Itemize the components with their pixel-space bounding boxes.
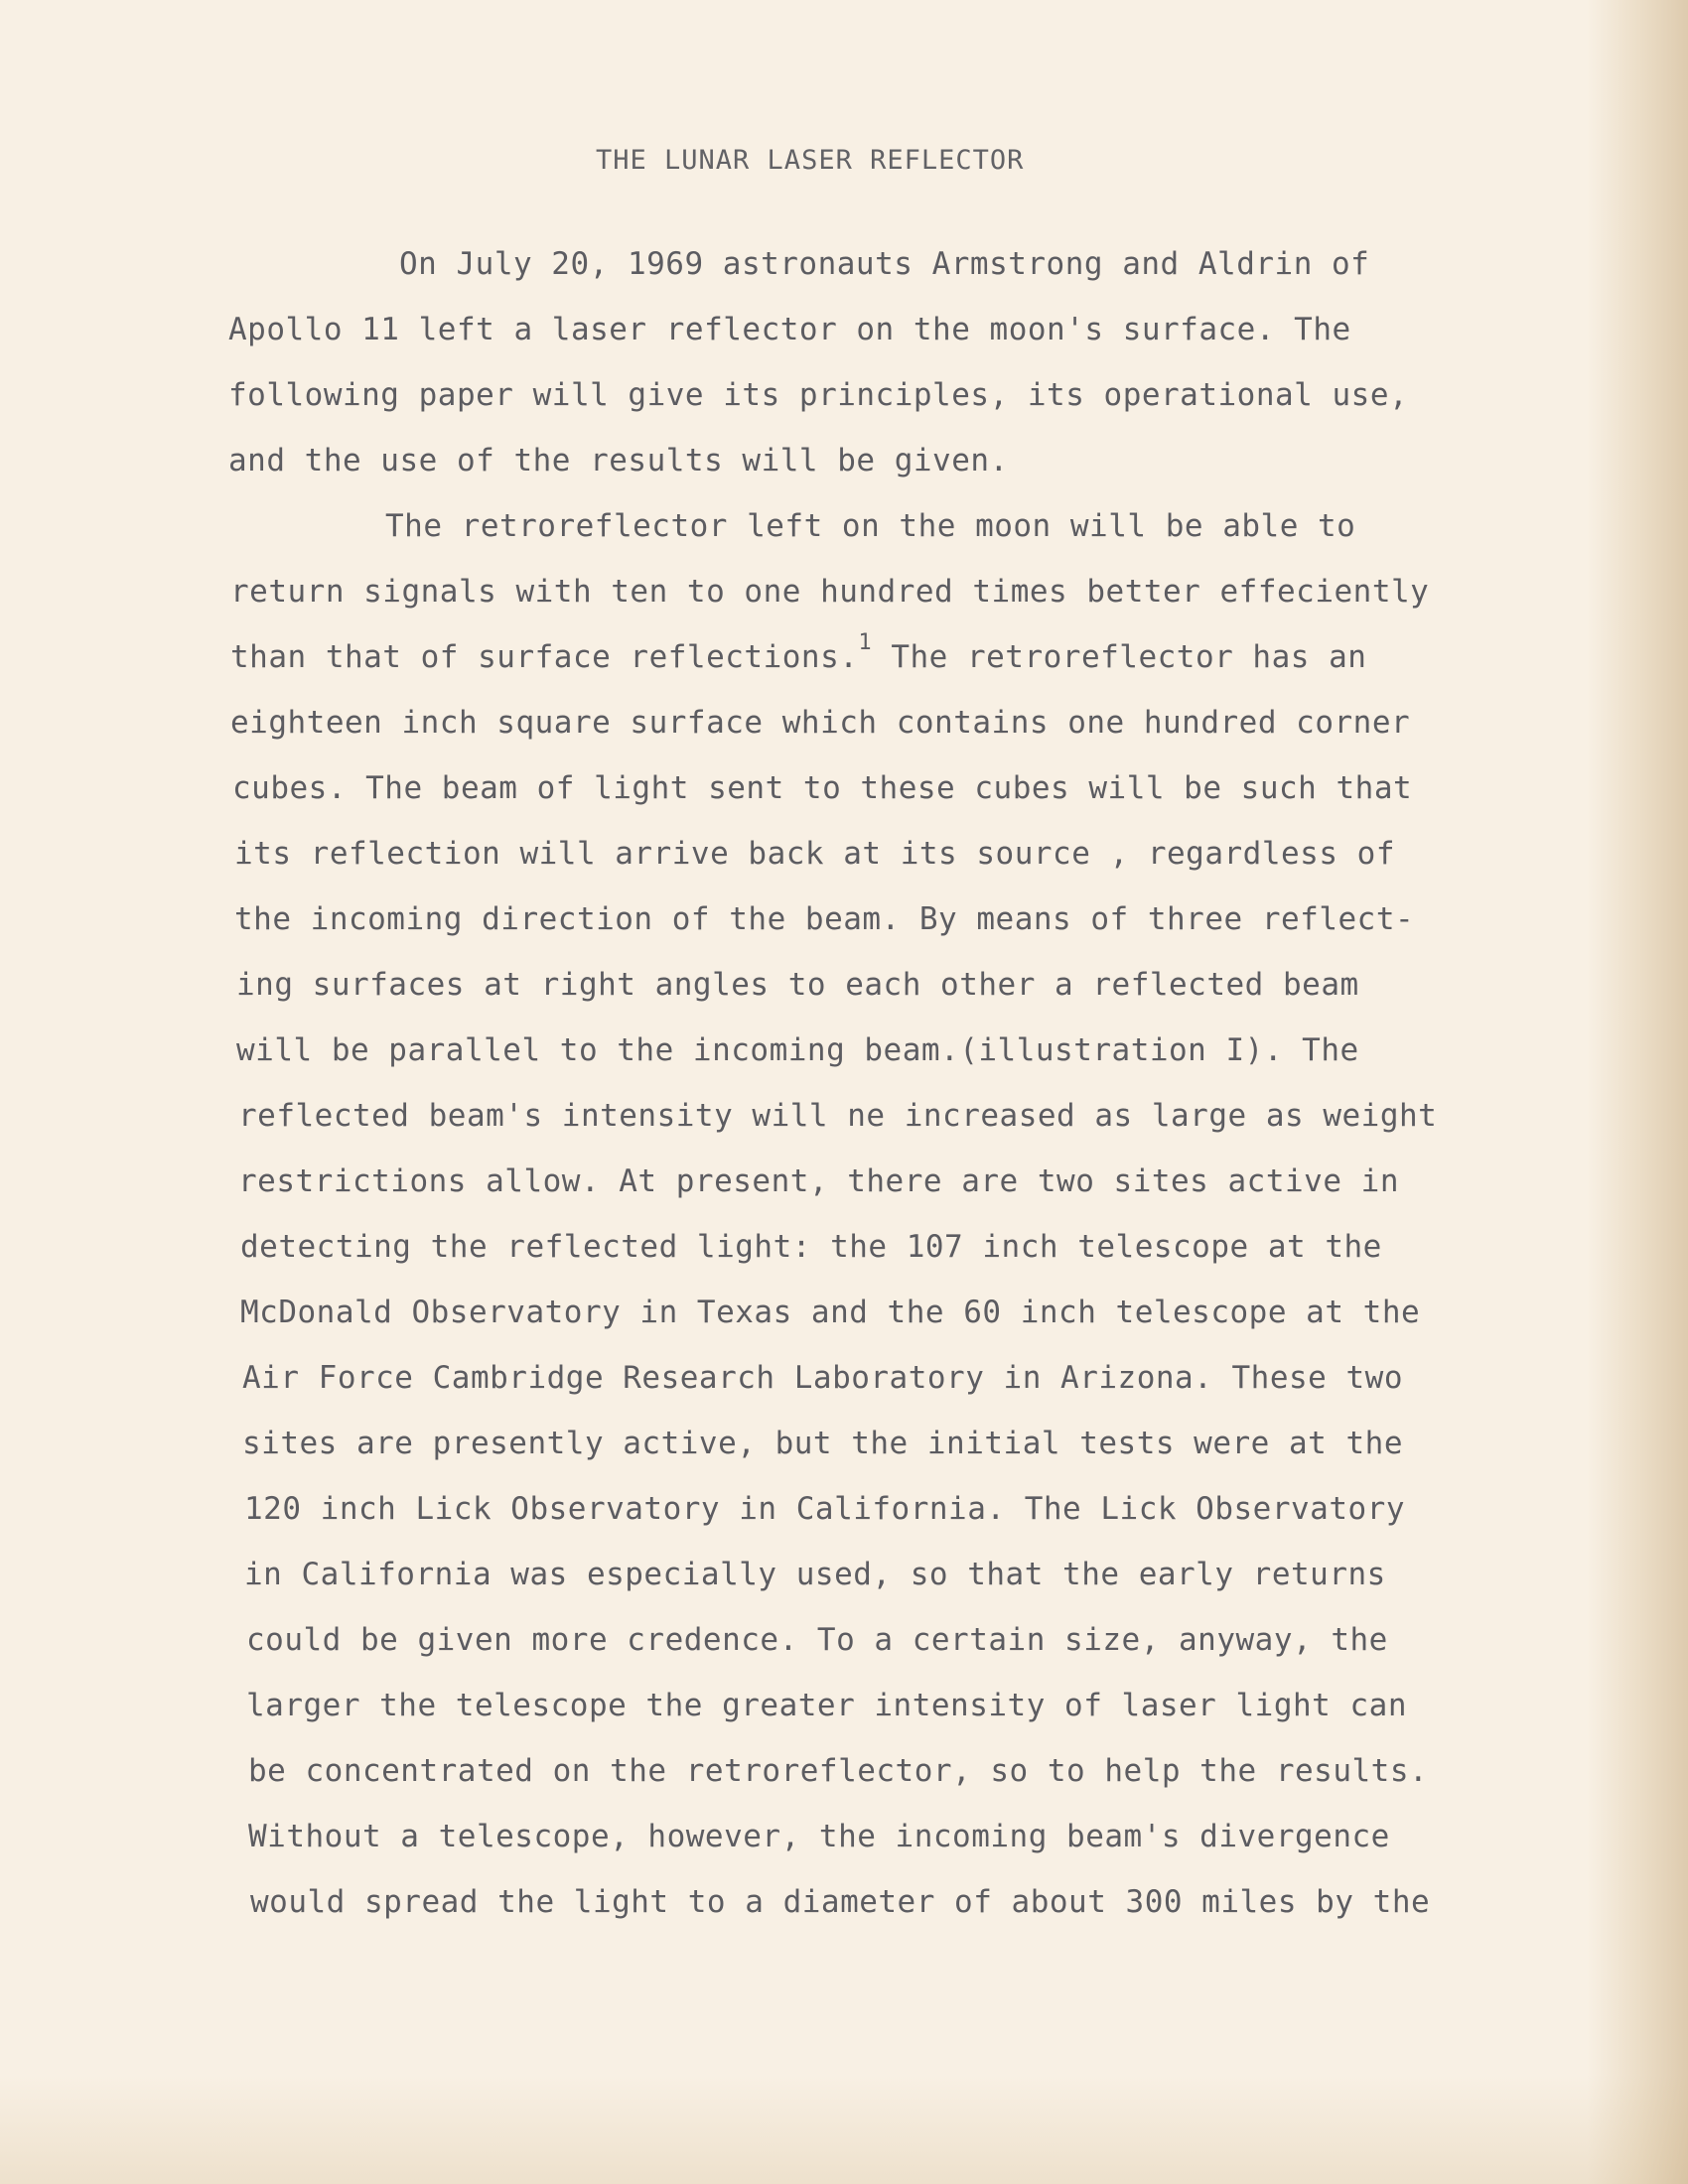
footnote-mark: 1 <box>858 630 873 655</box>
text-line-3: following paper will give its principles, its operational use, <box>228 377 1409 413</box>
text-line-23: larger the telescope the greater intensity of laser light can <box>246 1688 1407 1723</box>
text-line-8: eighteen inch square surface which contains one hundred corner <box>230 705 1411 741</box>
text-line-4: and the use of the results will be given. <box>228 443 1009 478</box>
text-line-20: 120 inch Lick Observatory in California. The Lick Observatory <box>244 1491 1405 1527</box>
text-line-10: its reflection will arrive back at its source , regardless of <box>234 836 1395 872</box>
text-line-12: ing surfaces at right angles to each other a reflected beam <box>236 967 1359 1003</box>
text-line-19: sites are presently active, but the initial tests were at the <box>242 1426 1403 1461</box>
text-line-13: will be parallel to the incoming beam.(illustration I). The <box>236 1032 1359 1068</box>
text-line-21: in California was especially used, so that the early returns <box>244 1557 1386 1592</box>
text-line-17: McDonald Observatory in Texas and the 60 inch telescope at the <box>240 1295 1421 1330</box>
text-line-7-start: than that of surface reflections. <box>230 639 859 675</box>
text-line-14: reflected beam's intensity will ne increased as large as weight <box>238 1098 1438 1134</box>
text-line-22: could be given more credence. To a certain size, anyway, the <box>246 1622 1388 1658</box>
text-line-7 <box>230 630 1367 675</box>
text-line-2: Apollo 11 left a laser reflector on the moon's surface. The <box>228 312 1351 347</box>
text-line-25: Without a telescope, however, the incoming beam's divergence <box>248 1819 1390 1854</box>
text-line-1: On July 20, 1969 astronauts Armstrong and Aldrin of <box>399 246 1370 282</box>
text-line-9: cubes. The beam of light sent to these cubes will be such that <box>232 770 1413 806</box>
text-line-7-end: The retroreflector has an <box>891 639 1367 675</box>
text-line-26: would spread the light to a diameter of about 300 miles by the <box>250 1884 1431 1920</box>
text-line-5: The retroreflector left on the moon will be able to <box>385 508 1356 544</box>
text-line-24: be concentrated on the retroreflector, so to help the results. <box>248 1753 1429 1789</box>
text-line-15: restrictions allow. At present, there are two sites active in <box>238 1163 1399 1199</box>
text-line-16: detecting the reflected light: the 107 inch telescope at the <box>240 1229 1382 1265</box>
text-line-18: Air Force Cambridge Research Laboratory in Arizona. These two <box>242 1360 1403 1396</box>
text-line-11: the incoming direction of the beam. By means of three reflect- <box>234 901 1415 937</box>
document-title: THE LUNAR LASER REFLECTOR <box>596 145 1025 176</box>
text-line-6: return signals with ten to one hundred times better effeciently <box>230 574 1430 610</box>
